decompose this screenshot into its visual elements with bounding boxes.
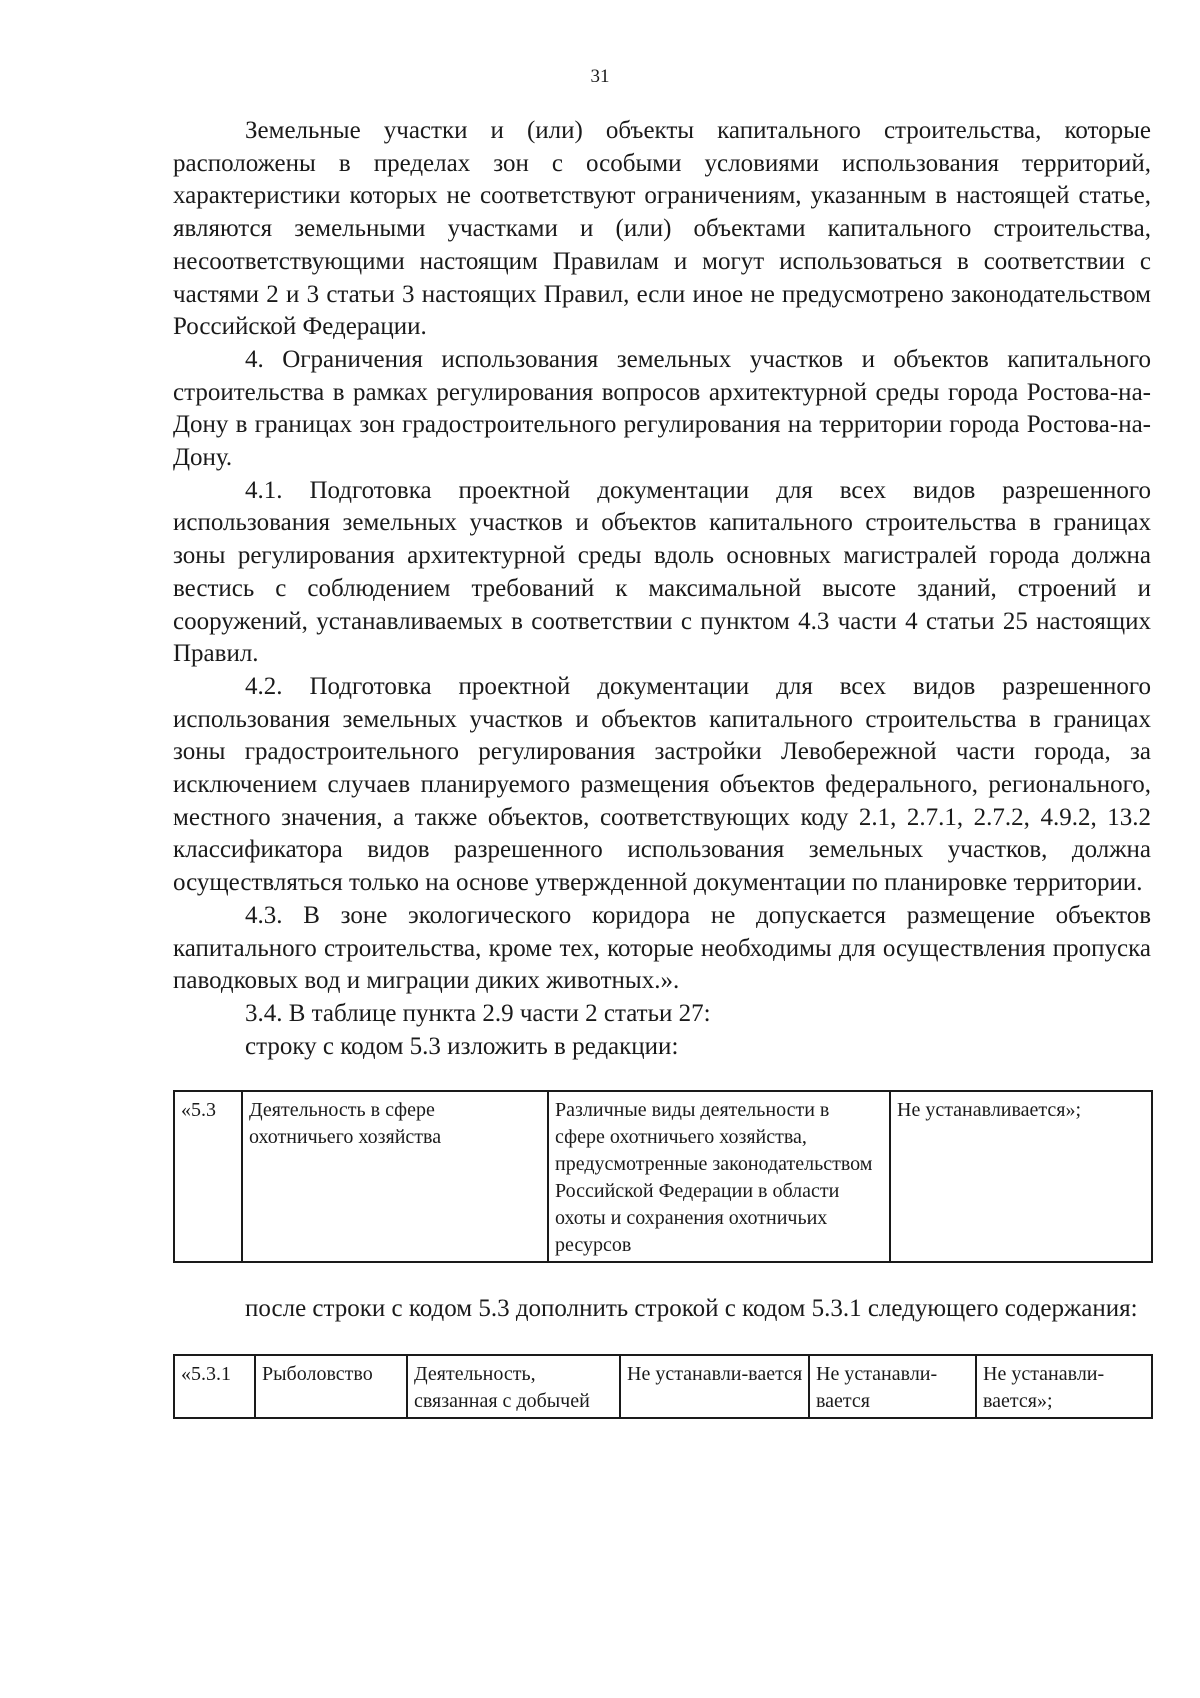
table-cell-code: «5.3 (174, 1091, 242, 1262)
table-cell-description: Различные виды деятельности в сфере охотничьего хозяйства, предусмотренные законодательством Российской Федерации в области охоты и сохранения охотничьих ресурсов (548, 1091, 890, 1262)
table-cell-limit: Не устанавли-вается»; (976, 1355, 1152, 1418)
table-cell-limits: Не устанавливается»; (890, 1091, 1152, 1262)
table-cell-name: Рыболовство (255, 1355, 407, 1418)
paragraph: после строки с кодом 5.3 дополнить строкой с кодом 5.3.1 следующего содержания: (245, 1295, 1138, 1323)
table-row (174, 1091, 1152, 1262)
paragraph: строку с кодом 5.3 изложить в редакции: (245, 1032, 679, 1060)
table-cell-code: «5.3.1 (174, 1355, 255, 1418)
document-body (173, 115, 1151, 1419)
table-cell-limit: Не устанавли-вается (620, 1355, 809, 1418)
table-row (174, 1355, 1152, 1418)
paragraph: 4. Ограничения использования земельных участков и объектов капитального строительства в рамках регулирования вопросов архитектурной среды города Ростова-на-Дону в границах зон градостроительного регулирования на территории города Ростова-на-Дону. (173, 345, 1151, 472)
table-cell-description: Деятельность, связанная с добычей (407, 1355, 620, 1418)
table-row-5-3 (173, 1090, 1153, 1263)
table-row-5-3-1 (173, 1354, 1153, 1419)
paragraph: 4.1. Подготовка проектной документации для всех видов разрешенного использования земельных участков и объектов капитального строительства в границах зоны регулирования архитектурной среды вдоль основных магистралей города должна вестись с соблюдением требований к максимальной высоте зданий, строений и сооружений, устанавливаемых в соответствии с пунктом 4.3 части 4 статьи 25 настоящих Правил. (173, 476, 1151, 668)
table-cell-name: Деятельность в сфере охотничьего хозяйства (242, 1091, 548, 1262)
paragraph: Земельные участки и (или) объекты капитального строительства, которые расположены в пределах зон с особыми условиями использования территорий, характеристики которых не соответствуют ограничениям, указанным в настоящей статье, являются земельными участками и (или) объектами капитального строительства, несоответствующими настоящим Правилам и могут использоваться в соответствии с частями 2 и 3 статьи 3 настоящих Правил, если иное не предусмотрено законодательством Российской Федерации. (173, 117, 1151, 341)
paragraph: 4.3. В зоне экологического коридора не допускается размещение объектов капитального строительства, кроме тех, которые необходимы для осуществления пропуска паводковых вод и миграции диких животных.». (173, 901, 1151, 995)
paragraph: 4.2. Подготовка проектной документации для всех видов разрешенного использования земельных участков и объектов капитального строительства в границах зоны градостроительного регулирования застройки Левобережной части города, за исключением случаев планируемого размещения объектов федерального, регионального, местного значения, а также объектов, соответствующих коду 2.1, 2.7.1, 2.7.2, 4.9.2, 13.2 классификатора видов разрешенного использования земельных участков, должна осуществляться только на основе утвержденной документации по планировке территории. (173, 672, 1151, 897)
page-number: 31 (590, 66, 610, 87)
table-cell-limit: Не устанавли-вается (809, 1355, 976, 1418)
paragraph: 3.4. В таблице пункта 2.9 части 2 статьи 27: (245, 999, 711, 1027)
